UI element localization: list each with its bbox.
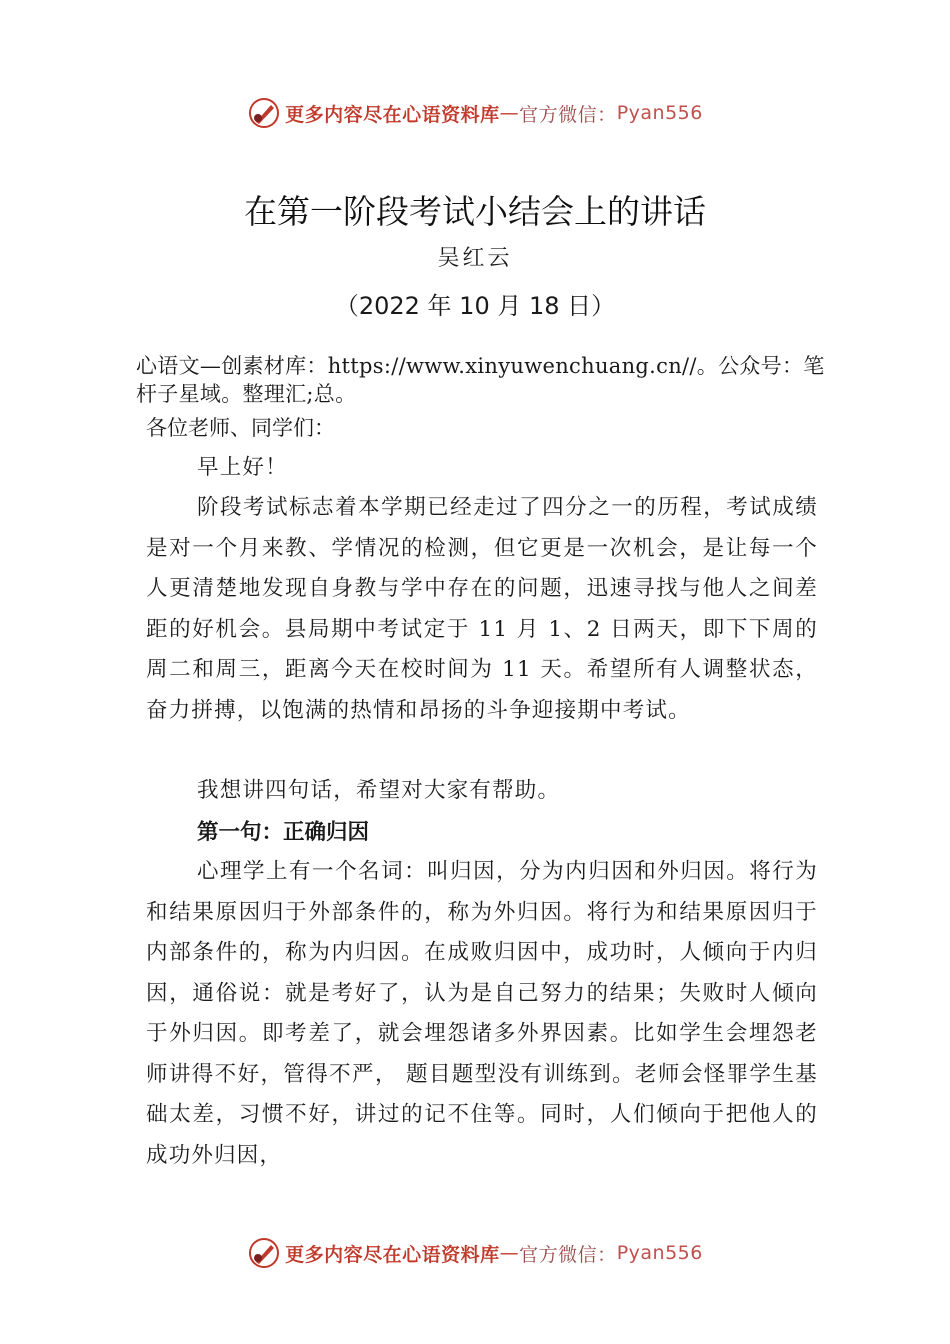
- pen-logo-icon: [247, 1236, 281, 1270]
- pen-logo-icon: [247, 96, 281, 130]
- salutation: 各位老师、同学们：: [146, 416, 335, 440]
- header-banner: [0, 96, 950, 130]
- banner-dash: —: [499, 1242, 520, 1264]
- greeting: 早上好！: [197, 455, 288, 480]
- source-note: 心语文—创素材库：https://www.xinyuwenchuang.cn//。公众号：笔杆子星域。整理汇;总。: [136, 354, 825, 406]
- document-date: （2022 年 10 月 18 日）: [334, 292, 616, 320]
- banner-wechat-id: Pyan556: [616, 102, 703, 124]
- footer-banner: [0, 1236, 950, 1270]
- banner-wechat-id: Pyan556: [616, 1242, 703, 1264]
- paragraph-1: 阶段考试标志着本学期已经走过了四分之一的历程，考试成绩是对一个月来教、学情况的检测，但它更是一次机会，是让每一个人更清楚地发现自身教与学中存在的问题，迅速寻找与他人之间差距的好机会。县局期中考试定于 11 月 1、2 日两天，即下下周的周二和周三，距离今天在校时间为 11 天。希望所有人调整状态，奋力拼搏，以饱满的热情和昂扬的斗争迎接期中考试。: [146, 495, 818, 723]
- banner-official: 官方微信：: [519, 1243, 617, 1266]
- paragraph-3: 心理学上有一个名词：叫归因，分为内归因和外归因。将行为和结果原因归于外部条件的，称为外归因。将行为和结果原因归于内部条件的，称为内归因。在成败归因中，成功时，人倾向于内归因，通俗说：就是考好了，认为是自己努力的结果；失败时人倾向于外归因。即考差了，就会埋怨诸多外界因素。比如学生会埋怨老师讲得不好，管得不严， 题目题型没有训练到。老师会怪罪学生基础太差，习惯不好，讲过的记不住等。同时，人们倾向于把他人的成功外归因，: [146, 859, 818, 1168]
- banner-dash: —: [499, 102, 520, 124]
- document-author: 吴红云: [437, 246, 513, 271]
- banner-text: 更多内容尽在心语资料库: [285, 1243, 500, 1266]
- section-1-heading: 第一句：正确归因: [197, 820, 370, 845]
- banner-official: 官方微信：: [519, 103, 617, 126]
- banner-text: 更多内容尽在心语资料库: [285, 103, 500, 126]
- paragraph-2: 我想讲四句话，希望对大家有帮助。: [197, 778, 561, 803]
- document-title: 在第一阶段考试小结会上的讲话: [244, 192, 706, 231]
